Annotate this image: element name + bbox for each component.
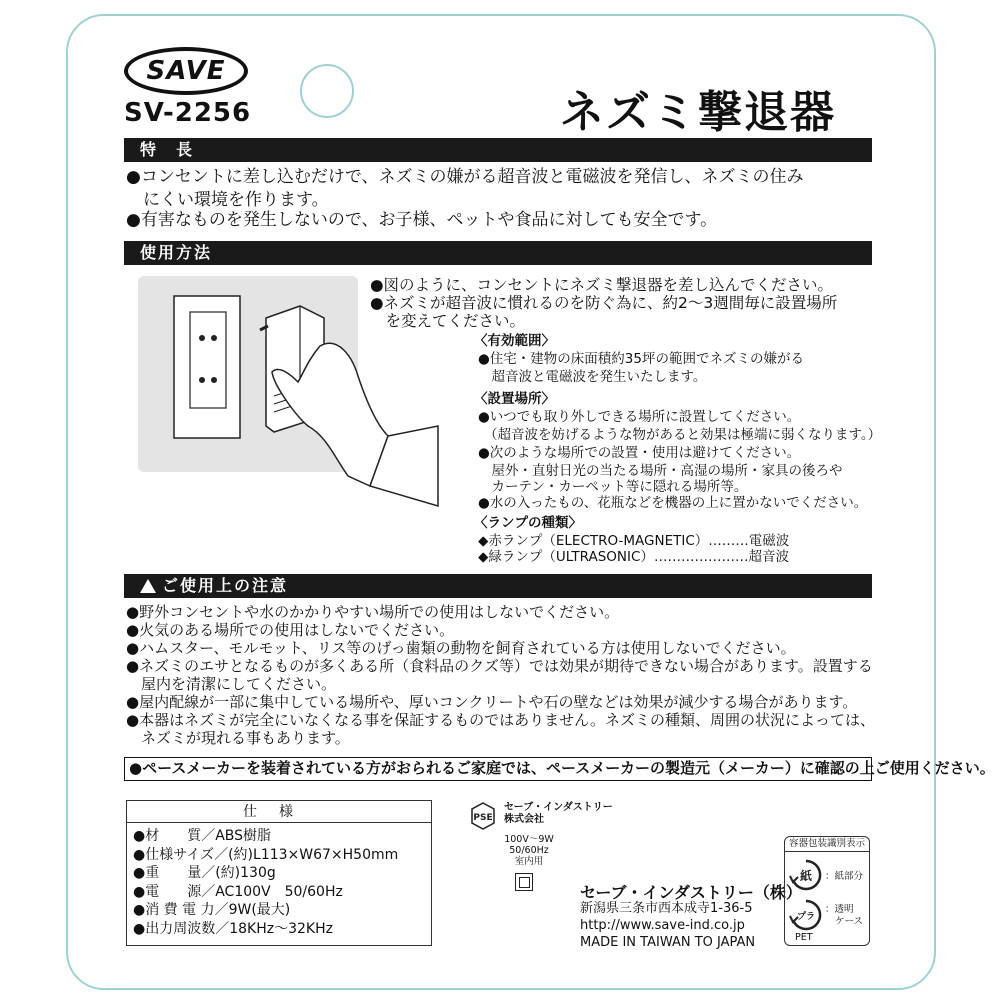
company-address: 新潟県三条市西本成寺1-36-5: [580, 901, 753, 916]
rating-line-3: 室内用: [514, 856, 544, 867]
rating-line-2: 50/60Hz: [509, 845, 549, 856]
place-line-4: 屋外・直射日光の当たる場所・高湿の場所・家具の後ろや: [478, 463, 843, 479]
range-line-1: ●住宅・建物の床面積約35坪の範囲でネズミの嫌がる: [478, 351, 804, 367]
caution-line-2: ●火気のある場所での使用はしないでください。: [126, 621, 455, 639]
double-insulation-icon: [515, 873, 533, 891]
recycle-heading: 容器包装識別表示: [785, 837, 869, 852]
country-of-origin: MADE IN TAIWAN TO JAPAN: [580, 935, 756, 950]
company-name: セーブ・インダストリー（株）: [580, 883, 802, 902]
model-number: SV-2256: [124, 98, 252, 128]
place-line-1: ●いつでも取り外しできる場所に設置してください。: [478, 409, 801, 425]
usage-line-1: ●図のように、コンセントにネズミ撃退器を差し込んでください。: [370, 276, 834, 294]
plastic-label-1: ：透明: [825, 904, 854, 915]
spec-size: ●仕様サイズ／(約)L113×W67×H50mm: [133, 846, 399, 863]
caution-line-5: 屋内を清潔にしてください。: [126, 675, 337, 693]
lamp-line-green: ◆緑ランプ（ULTRASONIC）…………………超音波: [478, 549, 789, 565]
caution-line-7: ●本器はネズミが完全にいなくなる事を保証するものではありません。ネズミの種類、周囲の状況によっては、: [126, 711, 875, 729]
feature-line-1: ●コンセントに差し込むだけで、ネズミの嫌がる超音波と電磁波を発信し、ネズミの住み: [126, 167, 804, 187]
usage-line-3: を変えてください。: [370, 312, 526, 330]
plastic-label: [825, 904, 863, 928]
feature-line-2: にくい環境を作ります。: [126, 190, 329, 210]
pet-label: PET: [795, 932, 813, 943]
svg-text:プラ: プラ: [796, 912, 816, 922]
paper-label: ：紙部分: [825, 871, 864, 882]
company-url: http://www.save-ind.co.jp: [580, 918, 745, 933]
brand-logo: [124, 47, 248, 95]
usage-line-2: ●ネズミが超音波に慣れるのを防ぐ為に、約2～3週間毎に設置場所: [370, 294, 838, 312]
feature-line-3: ●有害なものを発生しないので、お子様、ペットや食品に対しても安全です。: [126, 210, 718, 230]
caution-heading: ご使用上の注意: [162, 576, 289, 595]
spec-material: ●材 質／ABS樹脂: [133, 828, 272, 844]
svg-text:紙: 紙: [799, 869, 813, 883]
spec-power: ●電 源／AC100V 50/60Hz: [133, 883, 343, 900]
features-heading: 特 長: [124, 138, 872, 162]
warning-icon: [140, 579, 156, 593]
lamp-line-red: ◆赤ランプ（ELECTRO-MAGNETIC）………電磁波: [478, 533, 790, 549]
range-line-2: 超音波と電磁波を発生いたします。: [478, 369, 707, 385]
place-line-6: ●水の入ったもの、花瓶などを機器の上に置かないでください。: [478, 495, 868, 511]
place-heading: 〈設置場所〉: [474, 391, 555, 407]
cert-maker-line-1: セーブ・インダストリー: [504, 802, 613, 813]
spec-weight: ●重 量／(約)130g: [133, 865, 276, 881]
spec-frequency: ●出力周波数／18KHz～32KHz: [133, 920, 333, 937]
plastic-recycle-icon: [789, 898, 823, 932]
company-info: [580, 900, 755, 951]
lamp-heading: 〈ランプの種類〉: [474, 515, 582, 531]
product-title: ネズミ撃退器: [560, 87, 836, 138]
caution-heading-bar: [124, 574, 872, 598]
spec-consumption: ●消 費 電 力／9W(最大): [133, 902, 291, 918]
spec-heading: 仕様: [127, 801, 431, 823]
hang-hole: [300, 64, 354, 118]
pacemaker-warning: ●ペースメーカーを装着されている方がおられるご家庭では、ペースメーカーの製造元（メーカー）に確認の上ご使用ください。: [124, 757, 872, 781]
cert-maker: [504, 802, 613, 826]
recycle-label-box: [784, 836, 870, 946]
plastic-recycle-row: [785, 898, 869, 944]
rating-line-1: 100V～9W: [504, 834, 554, 845]
svg-text:PSE: PSE: [473, 813, 493, 823]
plastic-label-2: ケース: [835, 916, 864, 927]
pse-mark-icon: [470, 801, 496, 831]
cert-maker-line-2: 株式会社: [504, 814, 544, 825]
caution-line-1: ●野外コンセントや水のかかりやすい場所での使用はしないでください。: [126, 603, 620, 621]
rating-block: [496, 834, 562, 867]
brand-logo-text: SAVE: [146, 56, 226, 86]
caution-line-8: ネズミが現れる事もあります。: [126, 729, 350, 747]
place-line-2: （超音波を妨げるような物があると効果は極端に弱くなります。）: [484, 427, 882, 443]
spec-table: [126, 800, 432, 946]
caution-line-3: ●ハムスター、モルモット、リス等のげっ歯類の動物を飼育されている方は使用しないでください。: [126, 639, 796, 657]
place-line-3: ●次のような場所での設置・使用は避けてください。: [478, 445, 801, 461]
caution-line-6: ●屋内配線が一部に集中している場所や、厚いコンクリートや石の壁などは効果が減少する場合があります。: [126, 693, 858, 711]
paper-recycle-icon: [789, 858, 823, 892]
place-line-5: カーテン・カーペット等に隠れる場所等。: [478, 479, 748, 495]
caution-line-4: ●ネズミのエサとなるものが多くある所（食料品のクズ等）では効果が期待できない場合があります。設置する: [126, 657, 873, 675]
usage-heading: 使用方法: [124, 241, 872, 265]
paper-recycle-row: [785, 852, 869, 898]
usage-illustration: [138, 276, 358, 472]
range-heading: 〈有効範囲〉: [474, 333, 555, 349]
